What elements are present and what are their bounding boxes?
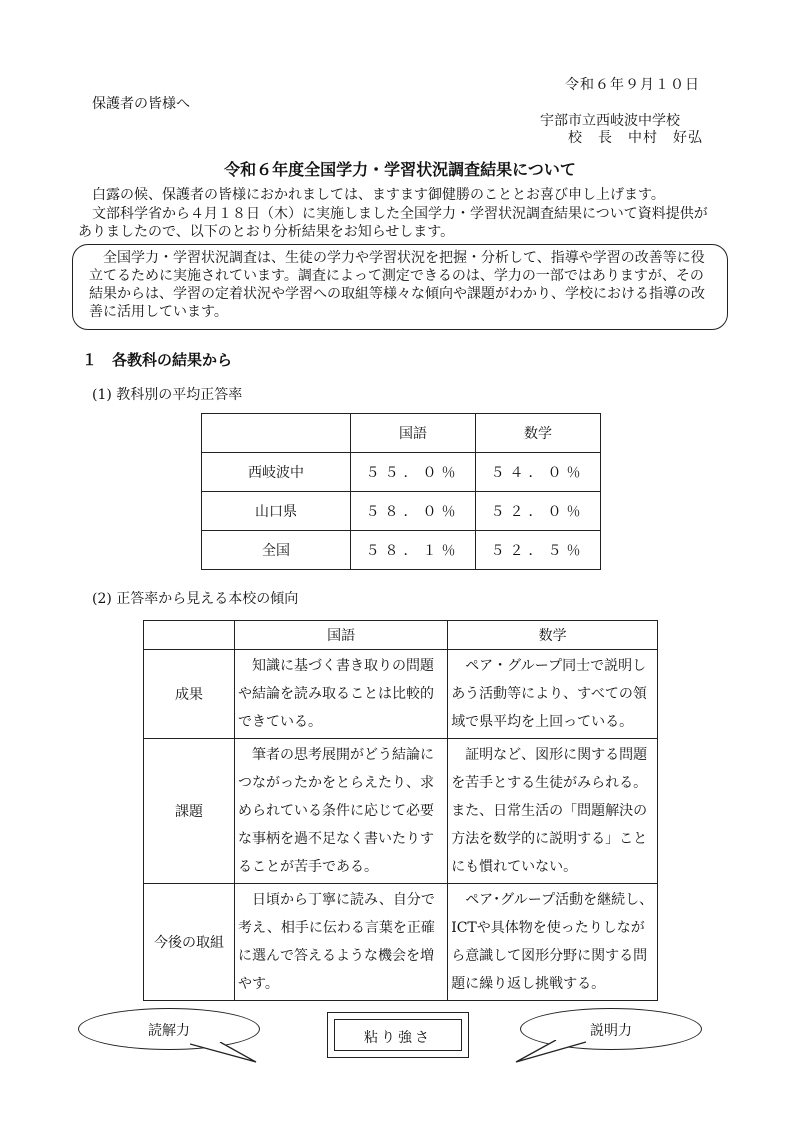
score-sugaku: ５２．５％ xyxy=(476,531,601,570)
document-date: 令和６年９月１０日 xyxy=(565,77,700,93)
intro-paragraph-1: 白露の候、保護者の皆様におかれましては、ますます御健勝のこととお喜び申し上げます。 xyxy=(92,187,665,203)
bubble-tail-left-icon xyxy=(190,1042,260,1066)
table-corner-cell xyxy=(144,621,235,650)
subsection-heading-trends: (2) 正答率から見える本校の傾向 xyxy=(92,591,299,607)
bubble-label-right: 説明力 xyxy=(590,1023,632,1039)
column-header-kokugo: 国語 xyxy=(351,414,476,453)
column-header-sugaku: 数学 xyxy=(476,414,601,453)
center-plaque xyxy=(327,1012,469,1058)
score-sugaku: ５２．０％ xyxy=(476,492,601,531)
column-header-sugaku: 数学 xyxy=(448,621,658,650)
table-row xyxy=(202,531,601,570)
subsection-heading-scores: (1) 教科別の平均正答率 xyxy=(92,387,243,403)
kokugo-cell: 日頃から丁寧に読み、自分で考え、相手に伝わる言葉を正確に選んで答えるような機会を増やす。 xyxy=(235,884,448,1001)
plaque-label: 粘り強さ xyxy=(364,1030,432,1046)
table-row xyxy=(144,884,658,1001)
recipient-line: 保護者の皆様へ xyxy=(92,96,190,112)
row-label: 課題 xyxy=(144,739,235,884)
score-kokugo: ５８．１％ xyxy=(351,531,476,570)
score-kokugo: ５５．０％ xyxy=(351,453,476,492)
table-header-row xyxy=(144,621,658,650)
principal-name: 校 長 中村 好弘 xyxy=(568,130,703,146)
document-title: 令和６年度全国学力・学習状況調査結果について xyxy=(224,160,576,179)
sugaku-cell: ペア･グループ活動を継続し、ICTや具体物を使ったりしながら意識して図形分野に関する問題に繰り返し挑戦する。 xyxy=(448,884,658,1001)
table-row xyxy=(202,492,601,531)
intro-paragraph-2: 文部科学省から４月１８日（木）に実施しました全国学力・学習状況調査結果について資料提供がありましたので、以下のとおり分析結果をお知らせします。 xyxy=(78,206,708,240)
sugaku-cell: ペア・グループ同士で説明しあう活動等により、すべての領域で県平均を上回っている。 xyxy=(448,650,658,739)
table-header-row xyxy=(202,414,601,453)
sugaku-cell: 証明など、図形に関する問題を苦手とする生徒がみられる。また、日常生活の「問題解決の方法を数学的に説明する」ことにも慣れていない。 xyxy=(448,739,658,884)
table-row xyxy=(144,739,658,884)
trend-table xyxy=(143,620,658,1001)
table-row xyxy=(144,650,658,739)
kokugo-cell: 知識に基づく書き取りの問題や結論を読み取ることは比較的できている。 xyxy=(235,650,448,739)
score-kokugo: ５８．０％ xyxy=(351,492,476,531)
row-label: 西岐波中 xyxy=(202,453,351,492)
table-row xyxy=(202,453,601,492)
row-label: 山口県 xyxy=(202,492,351,531)
score-table xyxy=(201,413,601,570)
table-corner-cell xyxy=(202,414,351,453)
row-label: 成果 xyxy=(144,650,235,739)
notice-box xyxy=(72,244,728,330)
score-sugaku: ５４．０％ xyxy=(476,453,601,492)
bubble-label-left: 読解力 xyxy=(148,1023,190,1039)
notice-text: 全国学力・学習状況調査は、生徒の学力や学習状況を把握・分析して、指導や学習の改善等に役立てるために実施されています。調査によって測定できるのは、学力の一部ではありますが、その結果からは、学習の定着状況や学習への取組等様々な傾向や課題がわかり、学校における指導の改善に活用しています。 xyxy=(89,250,705,320)
school-name: 宇部市立西岐波中学校 xyxy=(540,113,680,129)
kokugo-cell: 筆者の思考展開がどう結論につながったかをとらえたり、求められている条件に応じて必要な事柄を過不足なく書いたりすることが苦手である。 xyxy=(235,739,448,884)
section-heading: １ 各教科の結果から xyxy=(82,351,233,369)
bubble-tail-right-icon xyxy=(512,1040,588,1066)
column-header-kokugo: 国語 xyxy=(235,621,448,650)
row-label: 全国 xyxy=(202,531,351,570)
row-label: 今後の取組 xyxy=(144,884,235,1001)
